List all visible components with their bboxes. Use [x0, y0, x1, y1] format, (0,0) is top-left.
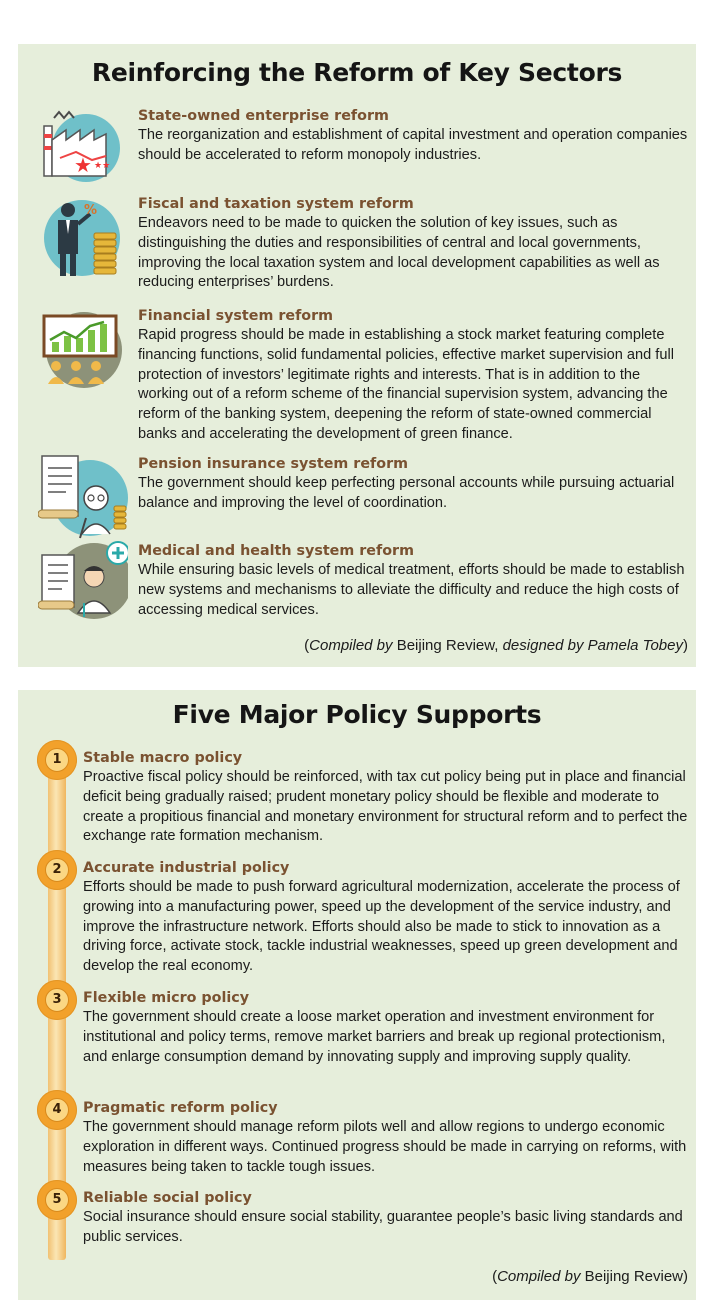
svg-text:%: % — [84, 203, 98, 218]
credit-line: (Compiled by Beijing Review, designed by Pamela Tobey) — [304, 637, 688, 654]
credit-line: (Compiled by Beijing Review) — [492, 1268, 688, 1285]
policy-body: Social insurance should ensure social stability, guarantee people’s basic living standards and public services. — [83, 1209, 683, 1245]
policy-heading: Stable macro policy — [83, 750, 243, 766]
medical-document-doctor-icon — [38, 541, 124, 621]
number-badge: 3 — [37, 980, 77, 1020]
sector-body: While ensuring basic levels of medical treatment, efforts should be made to establish new systems and mechanisms to alleviate the difficulty and reduce the high costs of accessing medical services. — [138, 562, 685, 618]
sector-body: The reorganization and establishment of capital investment and operation companies should be accelerated to reform monopoly industries. — [138, 127, 688, 163]
number-badge: 2 — [37, 850, 77, 890]
policy-heading: Flexible micro policy — [83, 990, 250, 1006]
pension-document-elder-icon — [38, 454, 124, 534]
policy-body: The government should create a loose market operation and investment environment for institutional and policy terms, remove market barriers and break up regional protectionism, and enlarge consumption demand by innovating supply and improving supply quality. — [83, 1009, 666, 1065]
policy-heading: Pragmatic reform policy — [83, 1100, 278, 1116]
svg-text:★★: ★★ — [94, 161, 111, 171]
number-badge: 4 — [37, 1090, 77, 1130]
key-sectors-title: Reinforcing the Reform of Key Sectors — [91, 58, 623, 87]
sector-heading: Medical and health system reform — [138, 543, 414, 559]
policy-heading: Accurate industrial policy — [83, 860, 290, 876]
number-badge: 1 — [37, 740, 77, 780]
policy-supports-title: Five Major Policy Supports — [172, 700, 542, 729]
number-badge: 5 — [37, 1180, 77, 1220]
sector-heading: Financial system reform — [138, 308, 334, 324]
policy-body: Proactive fiscal policy should be reinforced, with tax cut policy being put in place and financial deficit being gradually raised; prudent monetary policy should be flexible and moderate to create a propitious financial and monetary environment for structural reform and to perfect the exchange rate formation mechanism. — [83, 769, 688, 845]
policy-body: Efforts should be made to push forward agricultural modernization, accelerate the process of growing into a manufacturing power, speed up the development of the service industry, and improve the infrastructure network. Efforts should also be made to stick to innovation as a driving force, activate stock, tackle industrial weaknesses, speed up green development and develop the real economy. — [83, 879, 680, 975]
sector-heading: Pension insurance system reform — [138, 456, 409, 472]
policy-supports-panel — [18, 690, 696, 1300]
policy-heading: Reliable social policy — [83, 1190, 252, 1206]
sector-heading: State-owned enterprise reform — [138, 108, 389, 124]
policy-body: The government should manage reform pilots well and allow regions to undergo economic exploration in different ways. Continued progress should be made in carrying on reforms, with measures being taken to tackle tough issues. — [83, 1119, 687, 1175]
sector-body: The government should keep perfecting personal accounts while pursuing actuarial balance and improving the level of coordination. — [138, 475, 675, 511]
stock-chart-audience-icon — [38, 306, 124, 386]
factory-icon — [38, 106, 124, 186]
sector-heading: Fiscal and taxation system reform — [138, 196, 414, 212]
svg-text:★: ★ — [74, 153, 92, 177]
sector-body: Rapid progress should be made in establishing a stock market featuring complete financing functions, solid fundamental policies, effective market supervision and full protection of investors’ legitimate rights and interests. That is in addition to the working out of a reform scheme of the financial supervision system, advancing the reform of the banking system, deepening the reform of state-owned commercial banks and accelerating the development of green finance. — [138, 327, 674, 442]
sector-body: Endeavors need to be made to quicken the solution of key issues, such as distinguishing the duties and responsibilities of central and local governments, improving the local taxation system and local development capabilities as well as reducing enterprises’ burdens. — [138, 215, 660, 291]
key-sectors-panel — [18, 44, 696, 667]
businessman-coins-icon — [38, 194, 124, 274]
